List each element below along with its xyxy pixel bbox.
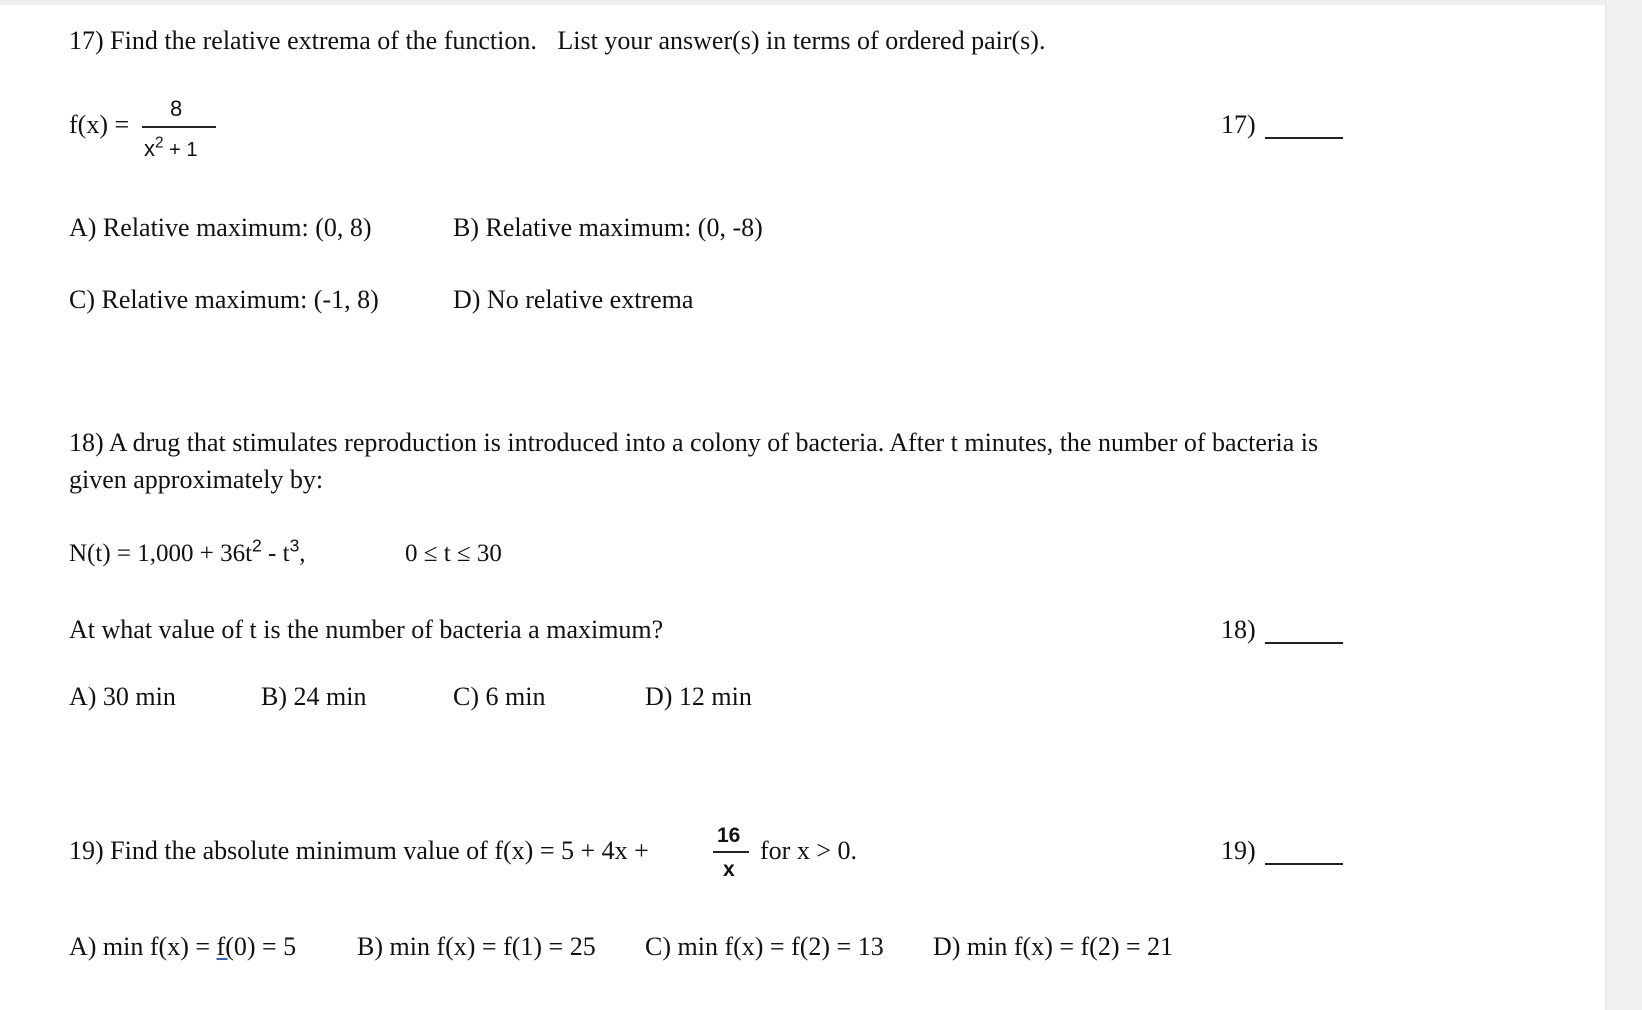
q19-choice-a — [69, 934, 296, 960]
q17-heading — [69, 28, 1045, 54]
q17-answer-label: 17) — [1221, 110, 1256, 139]
q17-denominator — [144, 136, 197, 162]
q19-fraction — [710, 822, 754, 886]
q19-prompt-after: for x > 0. — [760, 836, 857, 865]
q17-denominator-rest: + 1 — [163, 139, 198, 161]
q18-answer-blank[interactable] — [1265, 642, 1343, 644]
q18-formula-exp2: 3 — [289, 535, 300, 556]
q19-denominator: x — [723, 858, 735, 881]
q18-formula-exp1: 2 — [252, 535, 262, 556]
scroll-gutter[interactable] — [1605, 0, 1642, 1010]
q19-choice-d: D) min f(x) = f(2) = 21 — [933, 932, 1174, 961]
q17-function-lhs: f(x) = — [69, 110, 130, 139]
q18-prompt-line2: given approximately by: — [69, 465, 324, 494]
q19-answer-label: 19) — [1221, 836, 1256, 865]
q17-choice-b: B) Relative maximum: (0, -8) — [453, 213, 763, 242]
q18-prompt-text: A drug that stimulates reproduction is introduced into a colony of bacteria. After t minutes, the number of bacteria is — [108, 428, 1319, 457]
q19-prompt — [69, 838, 649, 864]
q17-answer-blank[interactable] — [1265, 137, 1343, 139]
q19-prompt-before: Find the absolute minimum value of f(x) = 5 + 4x + — [110, 836, 649, 865]
q19-number: 19) — [69, 836, 104, 865]
q17-numerator: 8 — [170, 96, 183, 121]
q17-choice-d: D) No relative extrema — [453, 285, 694, 314]
q18-formula — [69, 535, 306, 567]
q17-instruction: List your answer(s) in terms of ordered pair(s). — [557, 26, 1046, 55]
q18-prompt-line1 — [69, 430, 1318, 456]
q19-numerator: 16 — [717, 824, 741, 847]
q18-domain: 0 ≤ t ≤ 30 — [405, 540, 502, 567]
q19-choice-a-post: 0) = 5 — [233, 932, 297, 961]
q19-answer-blank[interactable] — [1265, 863, 1343, 865]
q17-prompt: Find the relative extrema of the function. — [110, 26, 537, 55]
q18-formula-a: N(t) = 1,000 + 36t — [69, 540, 253, 567]
q17-denominator-base: x — [144, 136, 155, 161]
q17-fraction — [140, 92, 216, 164]
q18-choice-a: A) 30 min — [69, 682, 176, 711]
q19-fraction-bar — [713, 851, 749, 853]
q17-fraction-bar — [142, 126, 216, 128]
q19-choice-a-pre: A) min f(x) = — [69, 932, 217, 961]
q19-choice-a-link[interactable]: f( — [216, 932, 234, 961]
q17-choice-c: C) Relative maximum: (-1, 8) — [69, 285, 379, 314]
q18-question: At what value of t is the number of bacteria a maximum? — [69, 615, 664, 644]
q18-answer-label: 18) — [1221, 615, 1256, 644]
q19-choice-c: C) min f(x) = f(2) = 13 — [645, 932, 884, 961]
q18-formula-c: , — [299, 540, 306, 567]
q18-number: 18) — [69, 428, 104, 457]
q18-choice-b: B) 24 min — [261, 682, 367, 711]
q18-choice-c: C) 6 min — [453, 682, 546, 711]
q18-formula-b: - t — [261, 540, 290, 567]
q17-number: 17) — [69, 26, 104, 55]
q18-choice-d: D) 12 min — [645, 682, 752, 711]
q17-choice-a: A) Relative maximum: (0, 8) — [69, 213, 372, 242]
q17-denominator-exp: 2 — [155, 134, 164, 152]
q19-choice-b: B) min f(x) = f(1) = 25 — [357, 932, 596, 961]
